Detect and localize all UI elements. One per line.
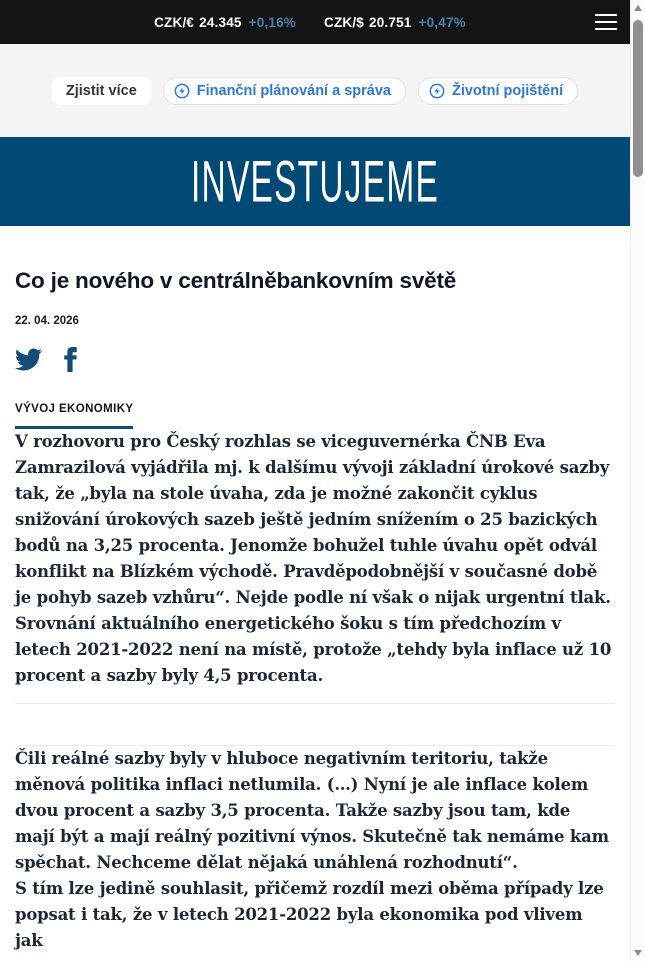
- page-title: Co je nového v centrálněbankovním světě: [15, 268, 457, 293]
- article-body: [15, 429, 615, 954]
- promo-link-life-insurance[interactable]: [418, 77, 578, 105]
- currency-rate-value: 20.751: [369, 14, 412, 30]
- paragraph: V rozhovoru pro Český rozhlas se viceguvernérka ČNB Eva Zamrazilová vyjádřila mj. k dalšímu vývoji základní úrokové sazby tak, že „byla na stole úvaha, zda je možné zakončit cyklus snižování úrokových sazeb ještě jedním snížením o 25 bazických bodů na 3,25 procenta. Jenomže bohužel tuhle úvahu opět odvál konflikt na Blízkém východě. Pravděpodobnější v současné době je pohyb sazeb vzhůru“. Nejde podle ní však o nijak urgentní tlak. Srovnání aktuálního energetického šoku s tím předchozím v letech 2021-2022 není na místě, protože „tehdy byla inflace už 10 procent a sazby byly 4,5 procenta.: [15, 432, 612, 685]
- currency-ticker: [154, 15, 466, 30]
- promo-link-financial-planning[interactable]: [163, 77, 406, 105]
- promo-link-label: Životní pojištění: [451, 82, 564, 99]
- category-tag[interactable]: VÝVOJ EKONOMIKY: [15, 403, 133, 429]
- scrollbar-thumb[interactable]: [633, 20, 643, 177]
- paragraph: S tím lze jedině souhlasit, přičemž rozdíl mezi oběma případy lze popsat i tak, že v letech 2021-2022 byla ekonomika pod vlivem jak: [15, 879, 604, 950]
- article: [0, 268, 630, 954]
- top-bar: [0, 0, 630, 44]
- promo-strip: [0, 44, 630, 137]
- flash-circle-icon: [174, 83, 190, 99]
- currency-rate-usd: [324, 15, 466, 30]
- currency-rate-change: +0,47%: [418, 14, 466, 30]
- hamburger-bar: [595, 21, 617, 24]
- site-logo[interactable]: INVESTUJEME: [190, 149, 440, 214]
- scroll-up-arrow-icon[interactable]: [634, 5, 642, 11]
- scroll-down-arrow-icon[interactable]: [634, 950, 642, 956]
- hamburger-menu-icon[interactable]: [595, 12, 617, 32]
- hamburger-bar: [595, 28, 617, 31]
- more-info-button[interactable]: Zjistit více: [52, 77, 151, 105]
- promo-link-label: Finanční plánování a správa: [196, 82, 391, 99]
- paragraph: Čili reálné sazby byly v hluboce negativním teritoriu, takže měnová politika inflaci netlumila. (…) Nyní je ale inflace kolem dvou procent a sazby 3,5 procenta. Takže sazby jsou tam, kde mají být a mají reálný pozitivní výnos. Skutečně tak nemáme kam spěchat. Nechceme dělat nějaká unáhlená rozhodnutí“.: [15, 749, 609, 872]
- twitter-icon[interactable]: [15, 346, 42, 373]
- facebook-icon[interactable]: [58, 347, 83, 372]
- currency-rate-value: 24.345: [199, 14, 242, 30]
- share-buttons: [15, 346, 615, 373]
- vertical-scrollbar[interactable]: [630, 0, 645, 961]
- publish-date: 22. 04. 2026: [15, 315, 79, 327]
- divider: [15, 703, 615, 704]
- currency-rate-eur: [154, 15, 296, 30]
- flash-circle-icon: [429, 83, 445, 99]
- hamburger-bar: [595, 14, 617, 17]
- currency-pair-label: CZK/€: [154, 14, 195, 30]
- brand-banner: [0, 137, 630, 226]
- currency-pair-label: CZK/$: [324, 14, 365, 30]
- currency-rate-change: +0,16%: [248, 14, 296, 30]
